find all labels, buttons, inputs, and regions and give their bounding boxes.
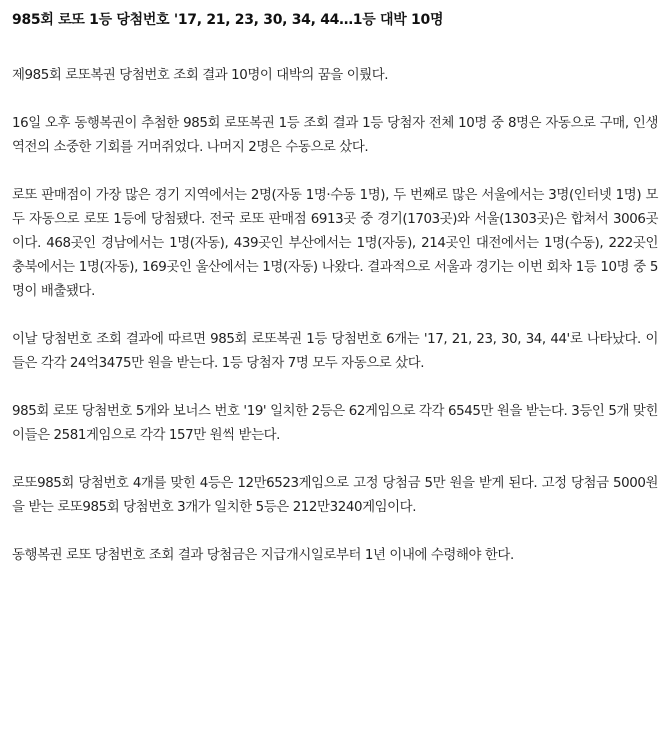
article-paragraph-lead: 제985회 로또복권 당첨번호 조회 결과 10명이 대박의 꿈을 이뤘다. [12, 68, 389, 83]
article-paragraph-2: 16일 오후 동행복권이 추첨한 985회 로또복권 1등 조회 결과 1등 당첨자 전체 10명 중 8명은 자동으로 구매, 인생 역전의 소중한 기회를 거머쥐었다. 나머지 2명은 수동으로 샀다. [12, 116, 658, 155]
article-paragraph-6: 로또985회 당첨번호 4개를 맞힌 4등은 12만6523게임으로 고정 당첨금 5만 원을 받게 된다. 고정 당첨금 5000원을 받는 로또985회 당첨번호 3개가 일치한 5등은 212만3240게임이다. [12, 476, 658, 515]
article-paragraph-7: 동행복권 로또 당첨번호 조회 결과 당첨금은 지급개시일로부터 1년 이내에 수령해야 한다. [12, 548, 514, 563]
article-paragraph-3: 로또 판매점이 가장 많은 경기 지역에서는 2명(자동 1명·수동 1명), 두 번째로 많은 서울에서는 3명(인터넷 1명) 모두 자동으로 로또 1등에 당첨됐다. 전국 로또 판매점 6913곳 중 경기(1703곳)와 서울(1303곳)은 합쳐서 3006곳이다. 468곳인 경남에서는 1명(자동), 439곳인 부산에서는 1명(자동), 214곳인 대전에서는 1명(수동), 222곳인 충북에서는 1명(자동), 169곳인 울산에서는 1명(자동) 나왔다. 결과적으로 서울과 경기는 이번 회차 1등 10명 중 5명이 배출됐다. [12, 188, 658, 299]
article-paragraph-4: 이날 당첨번호 조회 결과에 따르면 985회 로또복권 1등 당첨번호 6개는 '17, 21, 23, 30, 34, 44'로 나타났다. 이들은 각각 24억3475만 원을 받는다. 1등 당첨자 7명 모두 자동으로 샀다. [12, 332, 658, 371]
article-headline: 985회 로또 1등 당첨번호 '17, 21, 23, 30, 34, 44…1등 대박 10명 [12, 12, 444, 28]
article-paragraph-5: 985회 로또 당첨번호 5개와 보너스 번호 '19' 일치한 2등은 62게임으로 각각 6545만 원을 받는다. 3등인 5개 맞힌 이들은 2581게임으로 각각 157만 원씩 받는다. [12, 404, 658, 443]
